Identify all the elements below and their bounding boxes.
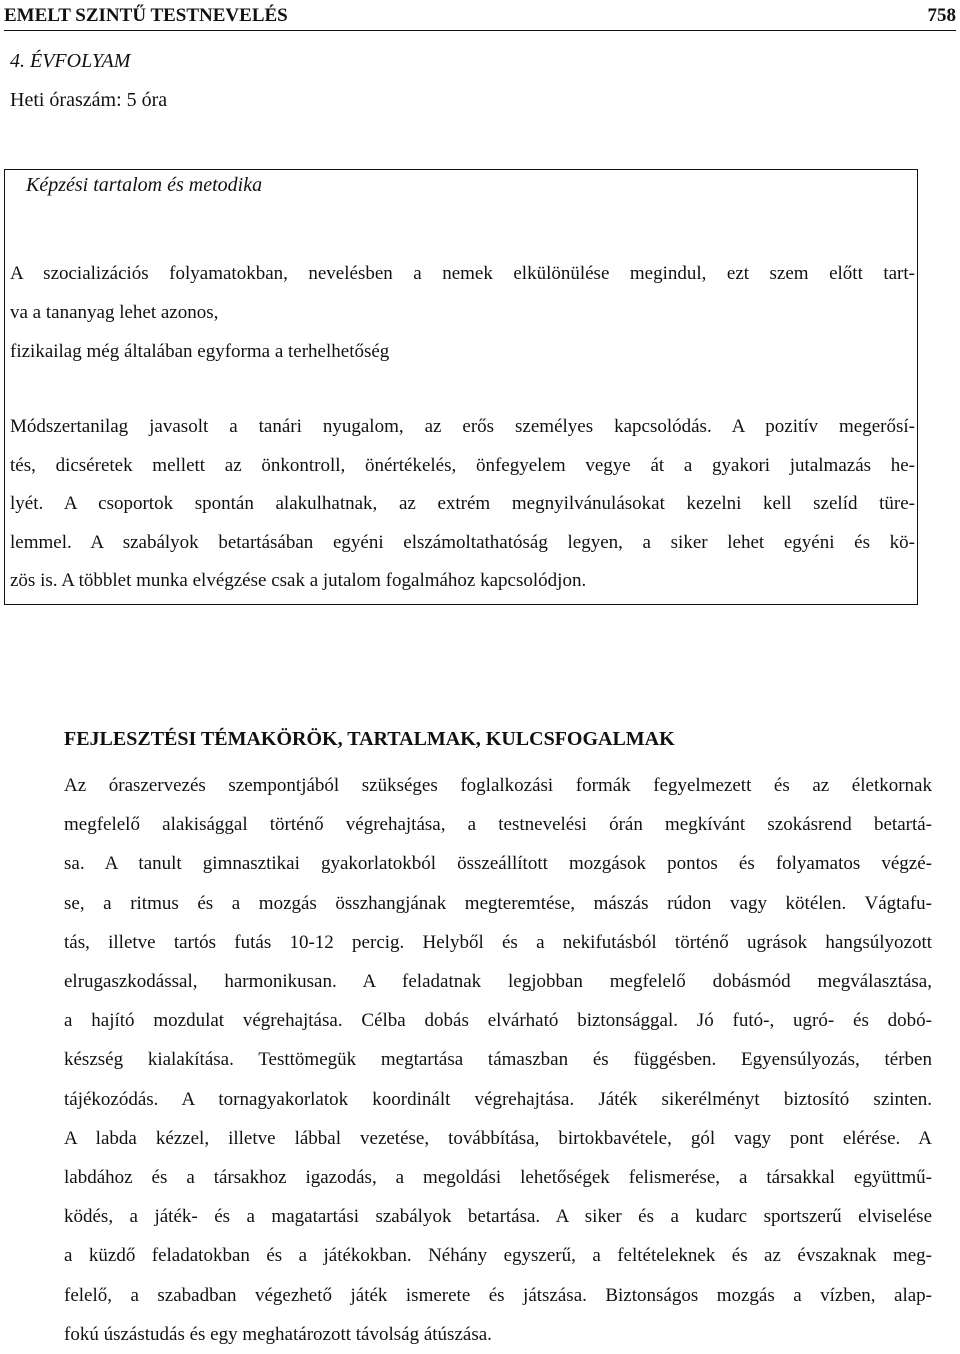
weekly-hours: Heti óraszám: 5 óra (10, 89, 168, 111)
page-number: 758 (927, 5, 956, 26)
method-line: Módszertanilag javasolt a tanári nyugalom, az erős személyes kapcsolódás. A pozitív megerősí- (10, 416, 915, 437)
section-line: a hajító mozdulat végrehajtása. Célba dobás elvárható biztonsággal. Jó futó-, ugró- és dobó- (64, 1010, 932, 1032)
header-title: EMELT SZINTŰ TESTNEVELÉS (4, 5, 288, 26)
intro-line: va a tananyag lehet azonos, (10, 302, 219, 323)
section-line: A labda kézzel, illetve lábbal vezetése, továbbítása, birtokbavétele, gól vagy pont elérése. A (64, 1127, 932, 1149)
method-line: zös is. A többlet munka elvégzése csak a jutalom fogalmához kapcsolódjon. (10, 570, 587, 592)
section-line: tájékozódás. A tornagyakorlatok koordinált végrehajtása. Játék sikerélményt biztosító szinten. (64, 1088, 932, 1110)
section-line: fokú úszástudás és egy meghatározott távolság átúszása. (64, 1323, 492, 1345)
method-line: lemmel. A szabályok betartásában egyéni elszámoltathatóság legyen, a siker lehet egyéni és kö- (10, 531, 915, 553)
section-line: se, a ritmus és a mozgás összhangjának megteremtése, mászás rúdon vagy kötélen. Vágtafu- (64, 892, 932, 914)
box-title: Képzési tartalom és metodika (26, 174, 263, 196)
section-paragraph (64, 766, 932, 1354)
method-paragraph (10, 408, 915, 601)
section-heading: FEJLESZTÉSI TÉMAKÖRÖK, TARTALMAK, KULCSFOGALMAK (64, 728, 675, 750)
section-line: ködés, a játék- és a magatartási szabályok betartása. A siker és a kudarc sportszerű elviselése (64, 1206, 932, 1228)
section-line: tás, illetve tartós futás 10-12 percig. Helyből és a nekifutásból történő ugrások hangsúlyozott (64, 931, 932, 953)
intro-paragraph (10, 254, 915, 371)
section-line: Az óraszervezés szempontjából szükséges foglalkozási formák fegyelmezett és az életkornak (64, 775, 932, 796)
section-line: labdához és a társakhoz igazodás, a megoldási lehetőségek felismerése, a társakkal együttmű- (64, 1167, 932, 1189)
method-line: tés, dicséretek mellett az önkontroll, önértékelés, önfegyelem vegye át a gyakori jutalmazás he- (10, 454, 915, 476)
section-line: elrugaszkodással, harmonikusan. A feladatnak legjobban megfelelő dobásmód megválasztása, (64, 971, 932, 993)
intro-line: A szocializációs folyamatokban, nevelésben a nemek elkülönülése megindul, ezt szem előtt tart- (10, 263, 915, 284)
section-line: megfelelő alakisággal történő végrehajtása, a testnevelési órán megkívánt szokásrend betartá- (64, 814, 932, 836)
running-header (4, 2, 956, 31)
section-line: készség kialakítása. Testtömegük megtartása támaszban és függésben. Egyensúlyozás, térben (64, 1049, 932, 1071)
section-line: sa. A tanult gimnasztikai gyakorlatokból összeállított mozgások pontos és folyamatos végzé- (64, 853, 932, 875)
intro-line: fizikailag még általában egyforma a terhelhetőség (10, 341, 390, 362)
section-line: felelő, a szabadban végezhető játék ismerete és játszása. Biztonságos mozgás a vízben, alap- (64, 1284, 932, 1306)
method-line: lyét. A csoportok spontán alakulhatnak, az extrém megnyilvánulásokat kezelni kell szelíd türe- (10, 493, 915, 515)
grade-heading: 4. ÉVFOLYAM (10, 50, 131, 72)
section-line: a küzdő feladatokban és a játékokban. Néhány egyszerű, a feltételeknek és az évszaknak meg- (64, 1245, 932, 1267)
